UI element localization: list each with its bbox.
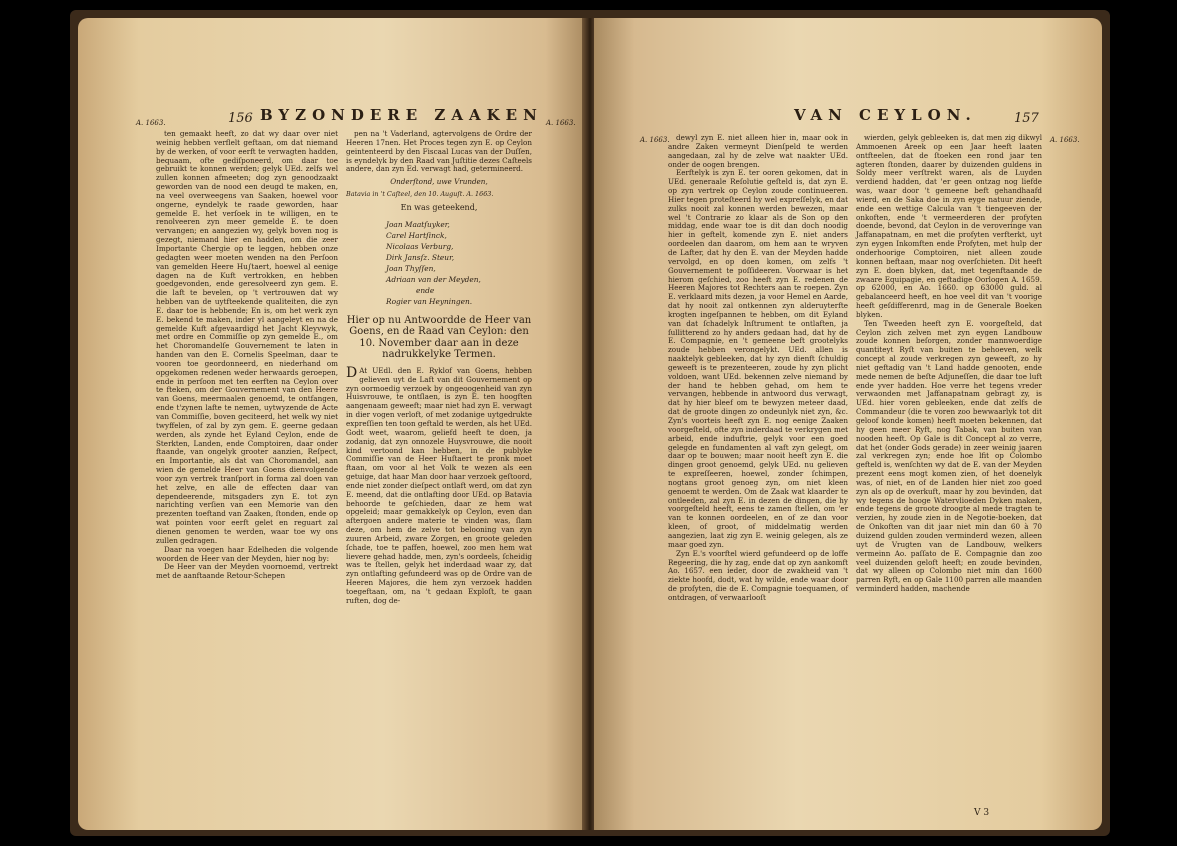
right-col1-paragraph-3: Zyn E.'s voorftel wierd gefundeerd op de loffe Regeering, die hy zag, ende dat op zyn aankomft Ao. 1657. een ieder, door de zwakheid van 't ziekte hoofd, dodt, wat hy wilde, ende waar door de proſyten, die de E. Compagnie toequamen, of ontdragen, of verwaarlooſt xyxy=(668,548,848,602)
left-column-1 xyxy=(156,130,338,581)
drop-cap: D xyxy=(346,364,358,381)
signed-label: En was geteekend, xyxy=(400,203,478,213)
left-year-margin-right: A. 1663. xyxy=(546,119,576,127)
right-page xyxy=(594,18,1102,830)
left-year-margin-left: A. 1663. xyxy=(136,119,166,127)
letter-closing: Onderſtond, uwe Vrunden, xyxy=(390,177,488,187)
right-column-2 xyxy=(856,134,1042,594)
place-date: Batavia in 't Caſteel, den 10. Auguſt. A. 1663. xyxy=(346,190,494,199)
left-running-head: BYZONDERE ZAAKEN xyxy=(260,106,543,124)
left-col2-body xyxy=(346,364,532,606)
section-title: Hier op nu Antwoordde de Heer van Goens, en de Raad van Ceylon: den 10. November daar aan in deze nadrukkelyke Termen. xyxy=(346,314,532,361)
signatory: Carel Hartſinck, xyxy=(386,230,447,240)
right-year-margin-left: A. 1663. xyxy=(640,136,670,144)
left-col2-intro: pen na 't Vaderland, agtervolgens de Ordre der Heeren 17nen. Het Proces tegen zyn E. op Ceylon geintenteerd by den Fiscaal Lucas van der Duſſen, is eyndelyk by den Raad van Juſtitie dezes Caſteels andere, dan zyn Ed. verwagt had, getermineerd. xyxy=(346,129,532,174)
left-col1-paragraph-1: ten gemaakt heeft, zo dat wy daar over niet weinig hebben verflelt geftaan, om dat niemand by de werken, of voor eerft te verwagten hadden, bequaam, ofte gediſponeerd, om daar toe gebruikt te konnen werden; gelyk UEd. zelfs wel zullen konnen afmeeten; dog zyn genoodzaakt geworden van de nood een deugd te maken, en, na veel overweegens van Saaken, hoewel voor ongerne, eyndelyk te raade geworden, haar gemelde E. het verſoek in te willigen, en te renolveeren zyn meer gemelde E. te doen vervangen; en aangezien wy, gelyk boven nog is gezegt, niemand hier en hadden, om die zeer Importante Chergie op te leggen, hebben onze gedagten weer moeten wenden na den Perſoon van gemelden Heere Hu∫taert, hoewel al eenige dagen na de Kuft vertrokken, en hebben goedgevonden, ende geresolveerd zyn gem. E. die laft te bevelen, op 't vertrouwen dat wy hebben van de uytfteekende qualiteiten, die zyn E. daar toe is hebbende; En is, om het werk zyn E. bekend te maken, inder yl aangeleyt en na de gemelde Kuft afgevaardigd het Jacht Kleyvwyk, met ordre en Commiſſie op zyn gemelde E., om het Choromandelſe Gouvernement te laten in handen van den E. Cornelis Speelman, daar te vooren toe geordonneerd, en niederhand om opgekomen redenen weder herwaards geroepen, ende in perſoon met ten eerften na Ceylon over te fteken, om der Gouvernement van den Heere van Goens, meermaalen genoemd, te ontfangen, ende t'zynen lafte te nemen, uytwyzende de Acte van Commiſſie, boven geciteerd, het welk wy niet twyffelen, of zal by zyn gem. E. geerne gedaan werden, als zynde het Eyland Ceylon, ende de Sterkten, Landen, ende Comptoiren, daar onder ftaande, van ongelyk grooter aanzien, Reſpect, en Importantie, als dat van Choromandel, aan wien de gemelde Heer van Goens dienvolgende voor zyn vertrek tranſport in forma zal doen van het zelve, en alle de effecten daar van dependeerende, mitsgaders zyn E. tot zyn narichting verſien van een Memorie van den prezenten toeftand van Zaaken, ſtonden, ende op wat pointen voor eerft gelet en reguart zal dienen genomen te werden, waar toe wy ons zullen gedragen. xyxy=(156,129,338,545)
signatory: Dirk Jansſz. Steur, xyxy=(386,252,455,262)
right-col1-paragraph-1: dewyl zyn E. niet alleen hier in, maar ook in andre Zaken vermeynt Dienſpeld te werden aangedaan, zal hy de zelve wat naakter UEd. onder de oogen brengen. xyxy=(668,133,848,169)
open-book xyxy=(70,10,1110,836)
signatory-list xyxy=(386,219,532,307)
signatory: Adriaan van der Meyden, xyxy=(386,274,481,284)
signatory: Joan Maatſuyker, xyxy=(386,219,450,229)
signature-mark: V 3 xyxy=(974,808,990,818)
right-year-margin-right: A. 1663. xyxy=(1050,136,1080,144)
signatory: ende xyxy=(416,285,435,295)
right-running-head: VAN CEYLON. xyxy=(794,106,977,124)
right-column-1 xyxy=(668,134,848,603)
left-col1-paragraph-3: De Heer van der Meyden voornoemd, vertrekt met de aanftaande Retour-Schepen xyxy=(156,562,338,581)
signatory: Nicolaas Verburg, xyxy=(386,241,454,251)
right-col2-paragraph-1: wierden, gelyk gebleeken is, dat men zig dikwyl Ammoenen Areek op een Jaar heeft laaten ontfteelen, dat de ſtoeken een rond jaar ten agteren ſtonden, daarer by duizenden guldens in Soldy meer verſtrekt waren, als de Luyden verdiend hadden, dat 'er geen ontzag nog liefde was, waar door 't gemeene beft gehandhaafd wierd, en de Saka doe in zyn eyge natuur ziende, ende een wettige Calcula van 't tiengeeven der onkoften, ende 't vermeerderen der profyten doende, bevond, dat Ceylon in de veroveringe van Jaffanapatnam, en met die profyten verfterkt, uyt zyn eygen Inkomften ende Profyten, met hulp der onderhoorige Comptoiren, niet alleen zoude konnen beftaan, maar nog overſchieten. Dit heeft zyn E. doen blyken, dat, met tegenftaande de zwaare Equipagie, en geftadige Oorlogen A. 1659. op 62000, en Ao. 1660. op 63000 guld. al gebalanceerd heeft, en hoe veel dit van 't voorige heeft geſdifferenrd, mag in de Generale Boeken blyken. xyxy=(856,133,1042,319)
signatory: Rogier van Heyningen. xyxy=(386,296,473,306)
right-col2-paragraph-2: Ten Tweeden heeft zyn E. voorgeſteld, dat Ceylon zich zelven met zyn eygen Landbouw zoude konnen beſorgen, zonder mannwoerdige quantiteyt Ryſt van buiten te behoeven, welk concept al zoude verkregen zyn geweeft, zo hy niet geftadig van 't Land hadde genooten, ende mede nemen de beſte Adjuneſſen, die daar toe luft ende yver hadden. Hoe verre het tegens vreder verwaonden met Jaffanapatnam gebragt zy, is UEd. hier voren gebleeken, ende dat zelfs de Commandeur (die te voren zoo bewwaarlyk tot dit geloof konde komen) heeft moeten bekennen, dat hy geen meer Ryft, nog Tabak, van buiten van nooden heeft. Op Gale is dit Concept al zo verre, dat het (onder Gods gerade) in zeer weinig jaaren zal verkregen zyn; ende hoe lfit op Colombo gefteld is, wenſchten wy dat de E. van der Meyden prezent eens mogt komen zien, of het doenelyk was, of niet, en of de Landen hier niet zoo goed zyn als op de overkuft, maar hy zou bevinden, dat wy tegens de hooge Watervlioeden Dyken maken, ende tegens de groote droogte al mede tragten te verzien, hy zoude zien in de Negotie-boeken, dat de Onkoften van dit jaar niet min dan 60 à 70 duizend gulden zouden verminderd wezen, alleen uyt de Vrugten van de Landbouw, welkers vermeinn Ao. paſſato de E. Compagnie dan zoo veel duizenden geloft heeft; en zoude bevinden, dat wy alleen op Colombo niet min dan 1600 parren Ryft, en op Gale 1100 parren alle maanden verminderd hadden, machende xyxy=(856,318,1042,594)
left-col1-paragraph-2: Daar na voegen haar Edelheden die volgende woorden de Heer van der Meyden, hier nog by: xyxy=(156,544,338,563)
signatory: Joan Thyſſen, xyxy=(386,263,436,273)
left-column-2 xyxy=(346,130,532,606)
left-page xyxy=(78,18,586,830)
right-col1-paragraph-2: Eerftelyk is zyn E. ter ooren gekomen, dat in UEd. generaale Reſolutie geſteld is, dat zyn E. op zyn vertrek op Ceylon zoude continueeren. Hier tegen proteſteerd hy wel expreſſelyk, en dat zulks nooit zal konnen werden bewezen, maar wel 't Contrarie zo klaar als de Son op den middag, ende waar toe is dit dan doch noodig hier in geftelt, komende zyn E. niet anders oordeelen dan daarom, om hem aan te wryven de Lafter, dat hy den E. van der Meyden hadde vervolgd, en op doen komen, om zelfs 't Gouvernement te poſſideeren. Voorwaar is het hierom geſchied, zoo heeft zyn E. redenen de Heeren Majores tot Rechters aan te roepen. Zyn E. verklaard mits dezen, ja voor Hemel en Aarde, dat hy nooit zal ontkennen zyn alderuyterfte krogten ingeſpannen te hebben, om dit Eyland van dat ſchadelyk Inſtrument te ontlaften, ja ſullitterend zo hy anders gedaan had, dat hy de E. Compagnie, en 't gemeene beft grootelyks zoude hebben verongelykt. UEd. allen is naaktelyk gebleeken, dat hy zyn dienft ſchuldig geweeft is te prezenteeren, zoude hy zyn plicht voldoen, want UEd. bekennen zelve niemand by der hand te hebben gehad, om hem te vervangen, hebbende in antwoord dus verwagt, dat hy hier bleef om te bewyzen meteer daad, dat de groote dingen zo ondeunlyk niet zyn, &c. Zyn's voorteis heeft zyn E. nog eenige Zaaken voorgeſteld, ofte zyn inderdaad te verkrygen met arbeid, ende induftrie, gelyk voor een goed gelegde en fundamenten al vaft zyn gelegt, om daar op te bouwen; maar nooit heeft zyn E. die dingen groot genoemd, gelyk UEd. nu gelieven te expreſſeeren, hoewel, zonder ſchimpen, nogtans groot genoeg zyn, om niet kleen genoemt te werden. Om de Zaak wat klaarder te ontleeden, zal zyn E. in dezen de dingen, die hy voorgeſteld heeft, eens te zamen ſtellen, om 'er van te konnen oordeelen, en of ze dan voor kleen, of groot, of middelmatig werden aangezien, laat zig zyn E. weinig gelegen, als ze maar goed zyn. xyxy=(668,168,848,549)
left-page-number: 156 xyxy=(228,111,253,126)
right-page-number: 157 xyxy=(1014,111,1039,126)
left-col2-body-text: At UEdl. den E. Ryklof van Goens, hebben gelieven uyt de Laft van dit Gouvernement op zyn oormoedig verzoek by ongeoogenheid van zyn Huisvrouwe, te ontſlaen, is zyn E. ten hoogften aangenaam geweeft; maar niet had zyn E. verwagt in dier vogen verloft, of met zodanige uytgedrukte expreſſien ten toon geftald te werden, als het UEd. Godt weet, waarom, geliefd heeft te doen, ja zodanig, dat zyn onnozele Huysvrouwe, die nooit kind vertoond kan hebben, in de publyke Commiſſie van de Heer Huſtaert te pronk moet ftaan, om voor al het Volk te wezen als een getuige, dat haar Man door haar verzoek geſtoord, ende niet zonder dieſpect ontlaft werd, om dat zyn E. meend, dat die ontlafting door UEd. op Batavia behoorde te geſchieden, daar ze hem wat opgeleid; maar gemakkelyk op Ceylon, even dan aftergoen andere materie te vinden was, ſlam deze, om hem de zelve tot belooning van zyn zuuren Arbeid, zware Zorgen, en groote geleden ſchade, toe te paffen, hoewel, zoo men hem wat lievere gehad hadde, men, zyn's oordeels, ſcheidig was te ſtellen, gelyk het inderdaad waar zy, dat zyn ontlafting gefundeerd was op de Ordre van de Heeren Majores, die hem zyn verzoek hadden toegeftaan, om, na 't gedaan Exploſt, te gaan ruften, dog de- xyxy=(346,365,532,605)
